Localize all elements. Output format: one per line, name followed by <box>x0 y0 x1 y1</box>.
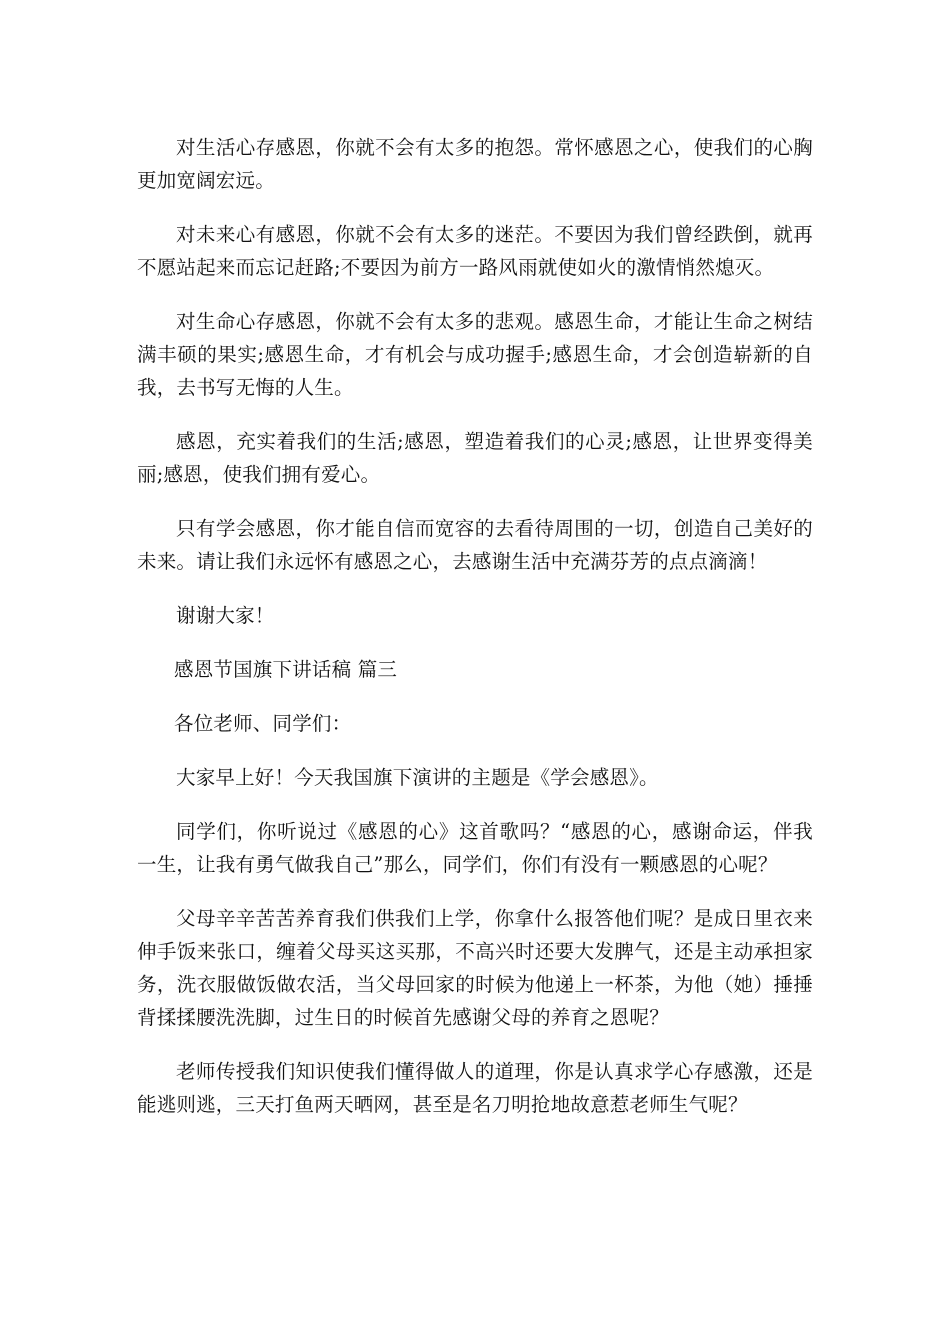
paragraph-teachers: 老师传授我们知识使我们懂得做人的道理，你是认真求学心存感激，还是能逃则逃，三天打鱼两天晒网，甚至是名刀明抢地故意惹老师生气呢？ <box>137 1060 813 1116</box>
paragraph-gratitude-life: 对生活心存感恩，你就不会有太多的抱怨。常怀感恩之心，使我们的心胸更加宽阔宏远。 <box>137 136 813 192</box>
salutation: 各位老师、同学们： <box>174 712 352 735</box>
paragraph-parents: 父母辛辛苦苦养育我们供我们上学，你拿什么报答他们呢？是成日里衣来伸手饭来张口，缠着父母买这买那，不高兴时还要大发脾气，还是主动承担家务，洗衣服做饭做农活，当父母回家的时候为他递上一杯茶，为他（她）捶捶背揉揉腰洗洗脚，过生日的时候首先感谢父母的养育之恩呢？ <box>137 907 813 1029</box>
paragraph-thanks: 谢谢大家！ <box>176 604 275 627</box>
paragraph-gratitude-existence: 对生命心存感恩，你就不会有太多的悲观。感恩生命，才能让生命之树结满丰硕的果实;感恩生命，才有机会与成功握手;感恩生命，才会创造崭新的自我，去书写无悔的人生。 <box>137 310 813 399</box>
document-body <box>137 131 813 1142</box>
paragraph-closing-appeal: 只有学会感恩，你才能自信而宽容的去看待周围的一切，创造自己美好的未来。请让我们永远怀有感恩之心，去感谢生活中充满芬芳的点点滴滴！ <box>137 517 813 573</box>
paragraph-gratitude-future: 对未来心有感恩，你就不会有太多的迷茫。不要因为我们曾经跌倒，就再不愿站起来而忘记赶路;不要因为前方一路风雨就使如火的激情悄然熄灭。 <box>137 223 813 279</box>
paragraph-gratitude-summary: 感恩，充实着我们的生活;感恩，塑造着我们的心灵;感恩，让世界变得美丽;感恩，使我们拥有爱心。 <box>137 430 813 486</box>
paragraph-greeting: 大家早上好！今天我国旗下演讲的主题是《学会感恩》。 <box>176 766 659 789</box>
paragraph-song-question: 同学们，你听说过《感恩的心》这首歌吗？“感恩的心，感谢命运，伴我一生，让我有勇气做我自己”那么，同学们，你们有没有一颗感恩的心呢？ <box>137 820 813 876</box>
section-heading: 感恩节国旗下讲话稿 篇三 <box>174 658 398 681</box>
